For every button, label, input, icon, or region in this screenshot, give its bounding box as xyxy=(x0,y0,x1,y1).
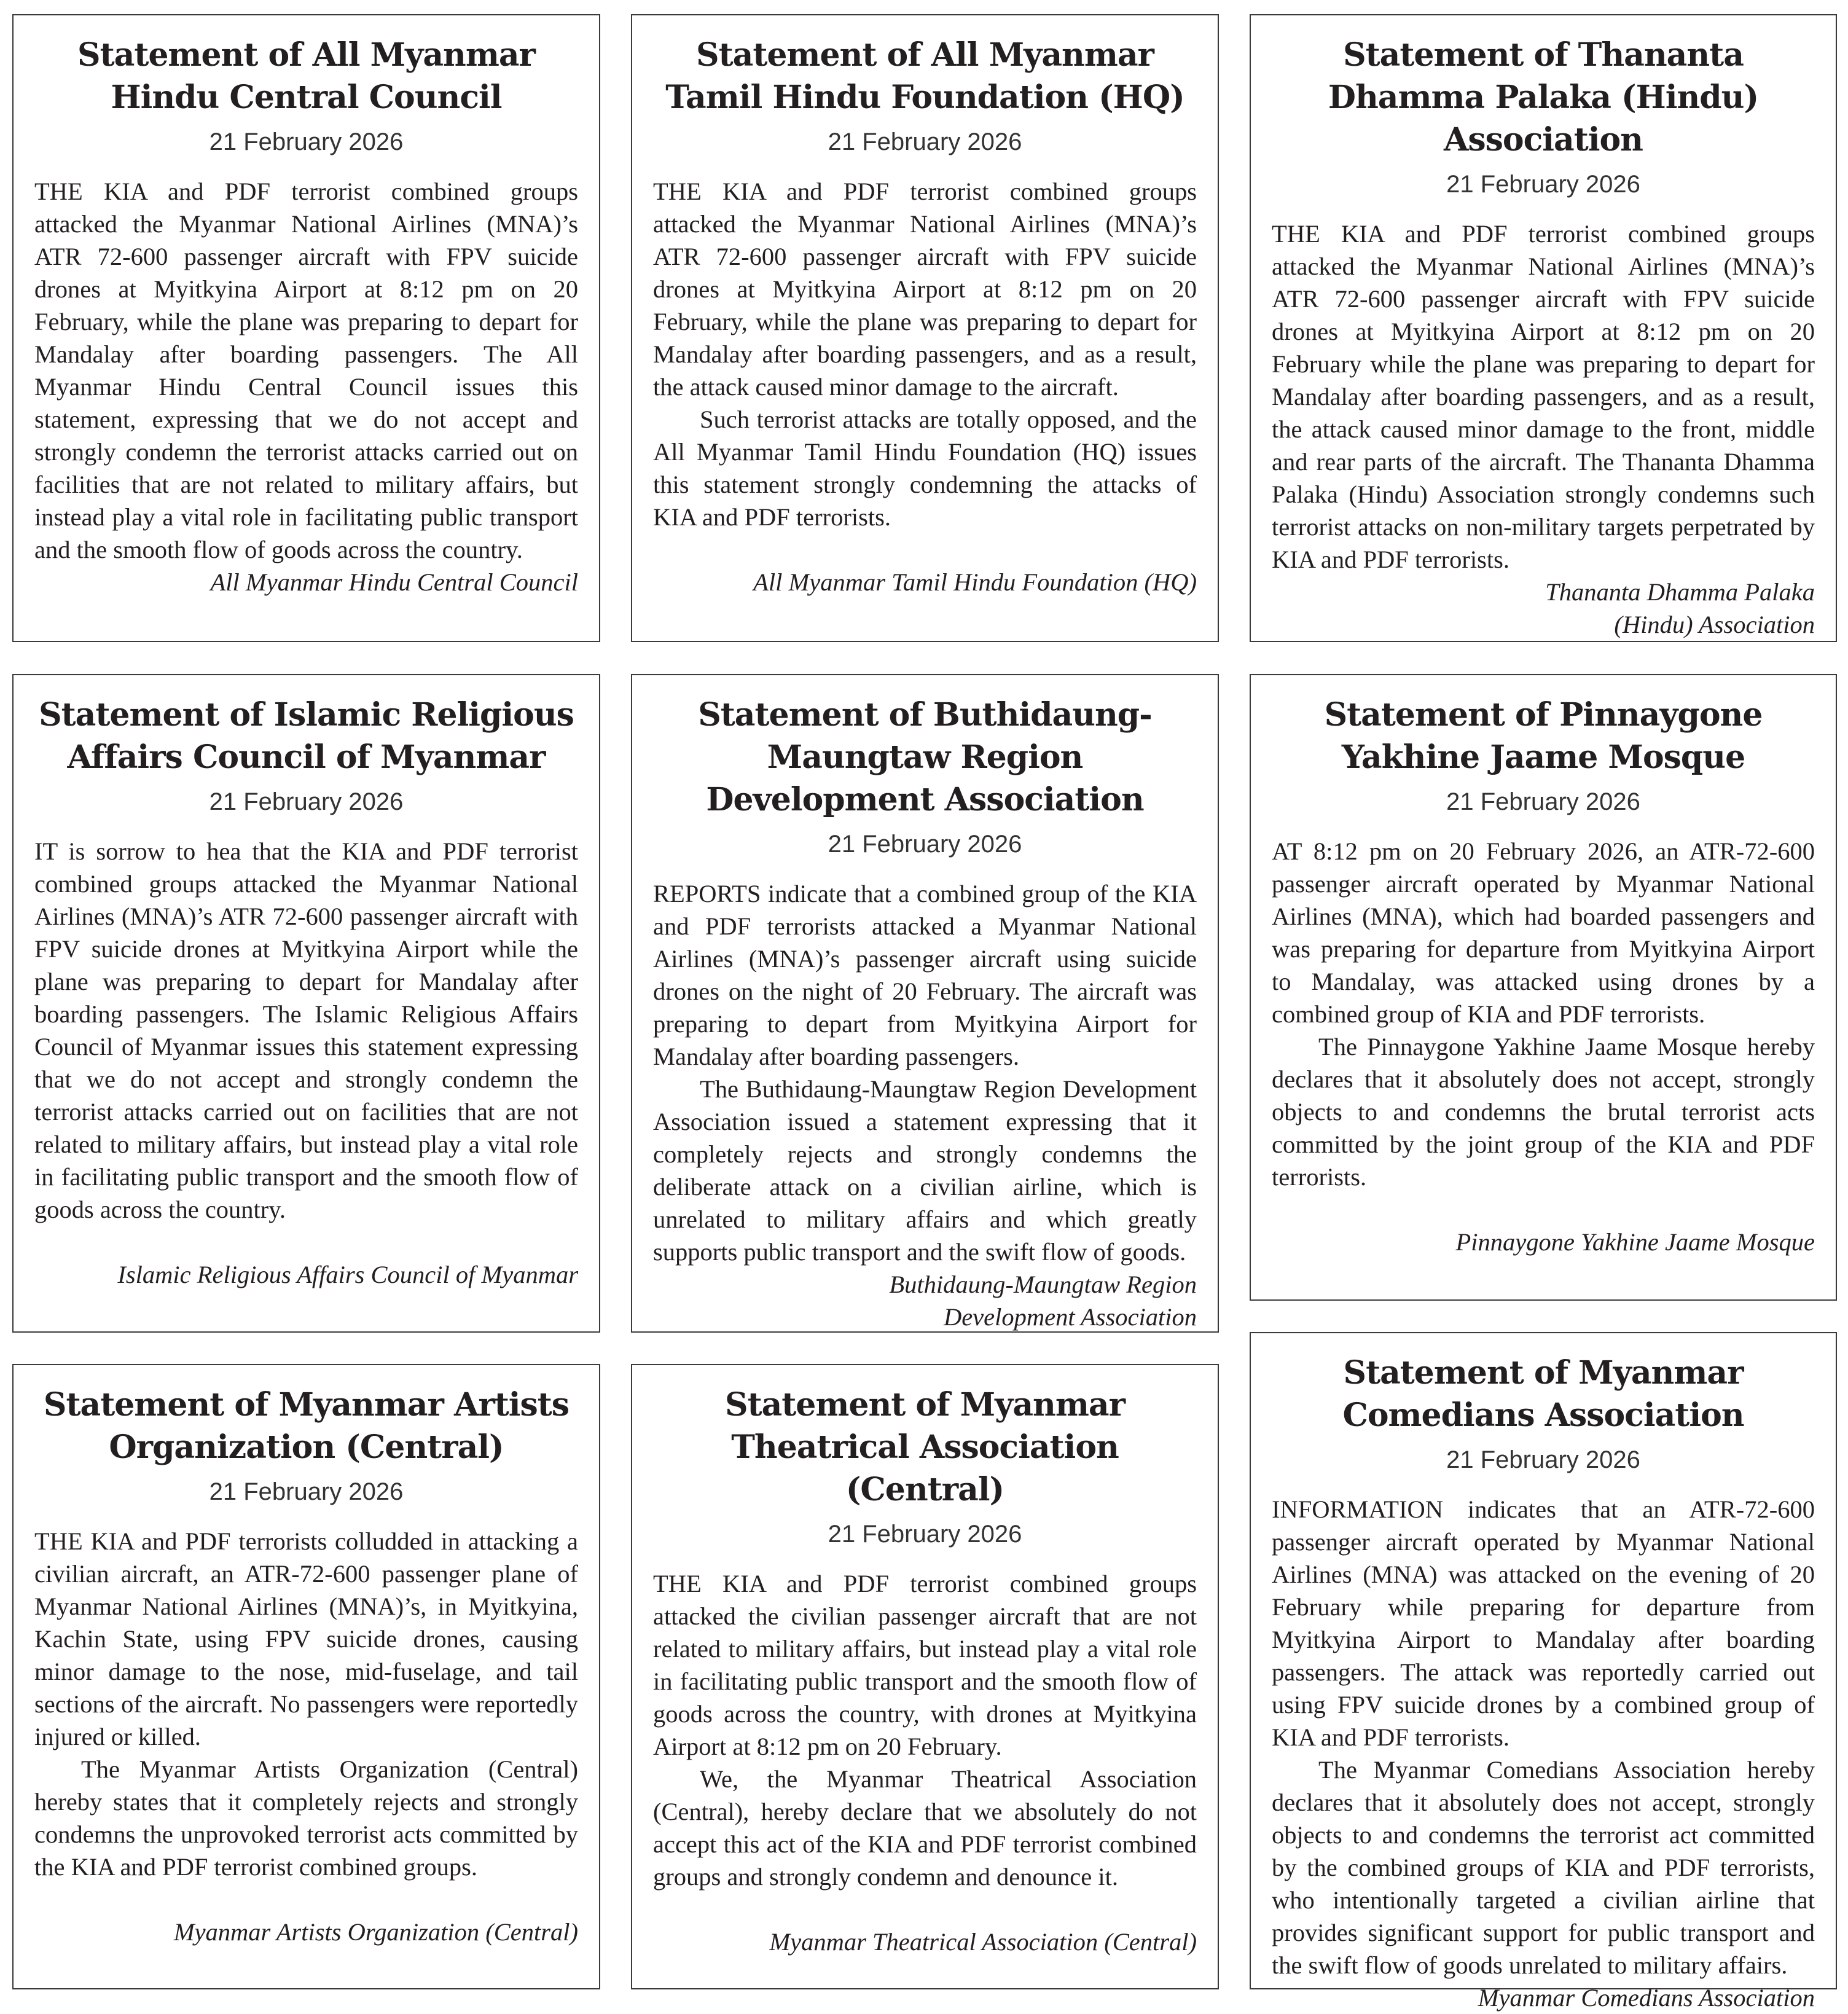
statement-title: Statement of Thananta Dhamma Palaka (Hindu) Association xyxy=(1328,36,1759,159)
statement-date: 21 February 2026 xyxy=(1446,788,1640,815)
statement-paragraph: The Myanmar Comedians Association hereby declares that it absolutely does not accept, strongly objects to and condemns the terrorist act committed by the combined groups of KIA and PDF terrorists, who intentionally targeted a civilian airline that provides significant support for public transport and the swift flow of goods unrelated to military affairs. xyxy=(1272,1756,1815,1979)
statement-box-myanmar-theatrical xyxy=(631,1364,1219,1989)
statement-title: Statement of All Myanmar Hindu Central Council xyxy=(77,36,535,116)
statement-paragraph: INFORMATION indicates that an ATR-72-600 passenger aircraft operated by Myanmar National Airlines (MNA) was attacked on the evening of 20 February while preparing for departure from Myitkyina Airport to Mandalay after boarding passengers. The attack was reportedly carried out using FPV suicide drones by a combined group of KIA and PDF terrorists. xyxy=(1272,1495,1815,1751)
statement-date: 21 February 2026 xyxy=(209,128,404,155)
statement-signature: Islamic Religious Affairs Council of Myanmar xyxy=(117,1261,578,1288)
statement-paragraph: Such terrorist attacks are totally opposed, and the All Myanmar Tamil Hindu Foundation (HQ) issues this statement strongly condemning the attacks of KIA and PDF terrorists. xyxy=(653,406,1197,531)
statement-signature: Myanmar Comedians Association xyxy=(1478,1984,1815,2012)
statement-date: 21 February 2026 xyxy=(1446,1446,1640,1473)
statement-paragraph: THE KIA and PDF terrorists colludded in attacking a civilian aircraft, an ATR-72-600 passenger plane of Myanmar National Airlines (MNA)’s, in Myitkyina, Kachin State, using FPV suicide drones, causing minor damage to the nose, mid-fuselage, and tail sections of the aircraft. No passengers were reportedly injured or killed. xyxy=(34,1527,578,1750)
statement-paragraph: THE KIA and PDF terrorist combined groups attacked the Myanmar National Airlines (MNA)’s ATR 72-600 passenger aircraft with FPV suicide drones at Myitkyina Airport at 8:12 pm on 20 February, while the plane was preparing to depart for Mandalay after boarding passengers, and as a result, the attack caused minor damage to the aircraft. xyxy=(653,178,1197,401)
statement-signature: All Myanmar Tamil Hindu Foundation (HQ) xyxy=(753,568,1197,596)
statement-signature: Buthidaung-Maungtaw Region Development Association xyxy=(889,1271,1197,1331)
statement-paragraph: The Myanmar Artists Organization (Central) hereby states that it completely rejects and strongly condemns the unprovoked terrorist acts committed by the KIA and PDF terrorist combined groups. xyxy=(34,1755,578,1881)
statement-title: Statement of Buthidaung-Maungtaw Region Development Association xyxy=(698,696,1152,818)
statement-title: Statement of Pinnaygone Yakhine Jaame Mosque xyxy=(1324,696,1763,776)
statement-signature: Pinnaygone Yakhine Jaame Mosque xyxy=(1455,1228,1815,1256)
statement-paragraph: REPORTS indicate that a combined group of the KIA and PDF terrorists attacked a Myanmar National Airlines (MNA)’s passenger aircraft using suicide drones on the night of 20 February. The aircraft was preparing to depart from Myitkyina Airport for Mandalay after boarding passengers. xyxy=(653,880,1197,1070)
statement-date: 21 February 2026 xyxy=(209,1478,404,1505)
statement-paragraph: AT 8:12 pm on 20 February 2026, an ATR-72-600 passenger aircraft operated by Myanmar National Airlines (MNA), which had boarded passengers and was preparing for departure from Myitkyina Airport to Mandalay, was attacked using drones by a combined group of KIA and PDF terrorists. xyxy=(1272,837,1815,1028)
statement-box-buthidaung-maungtaw xyxy=(631,674,1219,1333)
statement-title: Statement of Myanmar Artists Organization (Central) xyxy=(43,1386,570,1466)
statement-box-islamic-religious-affairs xyxy=(12,674,600,1333)
statement-signature: All Myanmar Hindu Central Council xyxy=(210,568,578,596)
statement-box-pinnaygone-mosque xyxy=(1250,674,1837,1301)
statement-box-tamil-hindu-foundation xyxy=(631,14,1219,642)
statement-paragraph: THE KIA and PDF terrorist combined groups attacked the Myanmar National Airlines (MNA)’s ATR 72-600 passenger aircraft with FPV suicide drones at Myitkyina Airport at 8:12 pm on 20 February while the plane was preparing to depart for Mandalay after boarding passengers, and as a result, the attack caused minor damage to the front, middle and rear parts of the aircraft. The Thananta Dhamma Palaka (Hindu) Association strongly condemns such terrorist attacks on non-military targets perpetrated by KIA and PDF terrorists. xyxy=(1272,220,1815,573)
statement-paragraph: The Pinnaygone Yakhine Jaame Mosque hereby declares that it absolutely does not accept, strongly objects to and condemns the brutal terrorist acts committed by the joint group of the KIA and PDF terrorists. xyxy=(1272,1033,1815,1191)
statement-date: 21 February 2026 xyxy=(828,1521,1022,1548)
statement-title: Statement of Myanmar Theatrical Association (Central) xyxy=(725,1386,1125,1508)
statement-signature: Thananta Dhamma Palaka (Hindu) Association xyxy=(1545,578,1815,638)
statement-paragraph: IT is sorrow to hea that the KIA and PDF terrorist combined groups attacked the Myanmar National Airlines (MNA)’s ATR 72-600 passenger aircraft with FPV suicide drones at Myitkyina Airport while the plane was preparing to depart for Mandalay after boarding passengers. The Islamic Religious Affairs Council of Myanmar issues this statement expressing that we do not accept and strongly condemn the terrorist attacks carried out on facilities that are not related to military affairs, but instead play a vital role in facilitating public transport and the smooth flow of goods across the country. xyxy=(34,837,578,1223)
statement-box-myanmar-artists xyxy=(12,1364,600,1989)
statement-signature: Myanmar Artists Organization (Central) xyxy=(173,1918,578,1946)
statement-paragraph: THE KIA and PDF terrorist combined groups attacked the civilian passenger aircraft that are not related to military affairs, but instead play a vital role in facilitating public transport and the smooth flow of goods across the country, with drones at Myitkyina Airport at 8:12 pm on 20 February. xyxy=(653,1570,1197,1760)
statement-box-myanmar-comedians xyxy=(1250,1332,1837,2012)
statement-date: 21 February 2026 xyxy=(1446,171,1640,198)
statement-title: Statement of Islamic Religious Affairs Council of Myanmar xyxy=(39,696,574,776)
statement-paragraph: We, the Myanmar Theatrical Association (Central), hereby declare that we absolutely do not accept this act of the KIA and PDF terrorist combined groups and strongly condemn and denounce it. xyxy=(653,1765,1197,1891)
statement-box-hindu-central-council xyxy=(12,14,600,642)
statement-signature: Myanmar Theatrical Association (Central) xyxy=(769,1928,1197,1956)
statement-title: Statement of All Myanmar Tamil Hindu Foundation (HQ) xyxy=(665,36,1184,116)
statement-paragraph: The Buthidaung-Maungtaw Region Development Association issued a statement expressing that it completely rejects and strongly condemns the deliberate attack on a civilian airline, which is unrelated to military affairs and which greatly supports public transport and the swift flow of goods. xyxy=(653,1075,1197,1266)
statement-date: 21 February 2026 xyxy=(209,788,404,815)
statement-date: 21 February 2026 xyxy=(828,831,1022,858)
statement-box-thananta-dhamma-palaka xyxy=(1250,14,1837,642)
statement-title: Statement of Myanmar Comedians Association xyxy=(1342,1354,1744,1434)
statement-paragraph: THE KIA and PDF terrorist combined groups attacked the Myanmar National Airlines (MNA)’s ATR 72-600 passenger aircraft with FPV suicide drones at Myitkyina Airport at 8:12 pm on 20 February, while the plane was preparing to depart for Mandalay after boarding passengers. The All Myanmar Hindu Central Council issues this statement, expressing that we do not accept and strongly condemn the terrorist attacks carried out on facilities that are not related to military affairs, but instead play a vital role in facilitating public transport and the smooth flow of goods across the country. xyxy=(34,178,578,563)
statement-date: 21 February 2026 xyxy=(828,128,1022,155)
